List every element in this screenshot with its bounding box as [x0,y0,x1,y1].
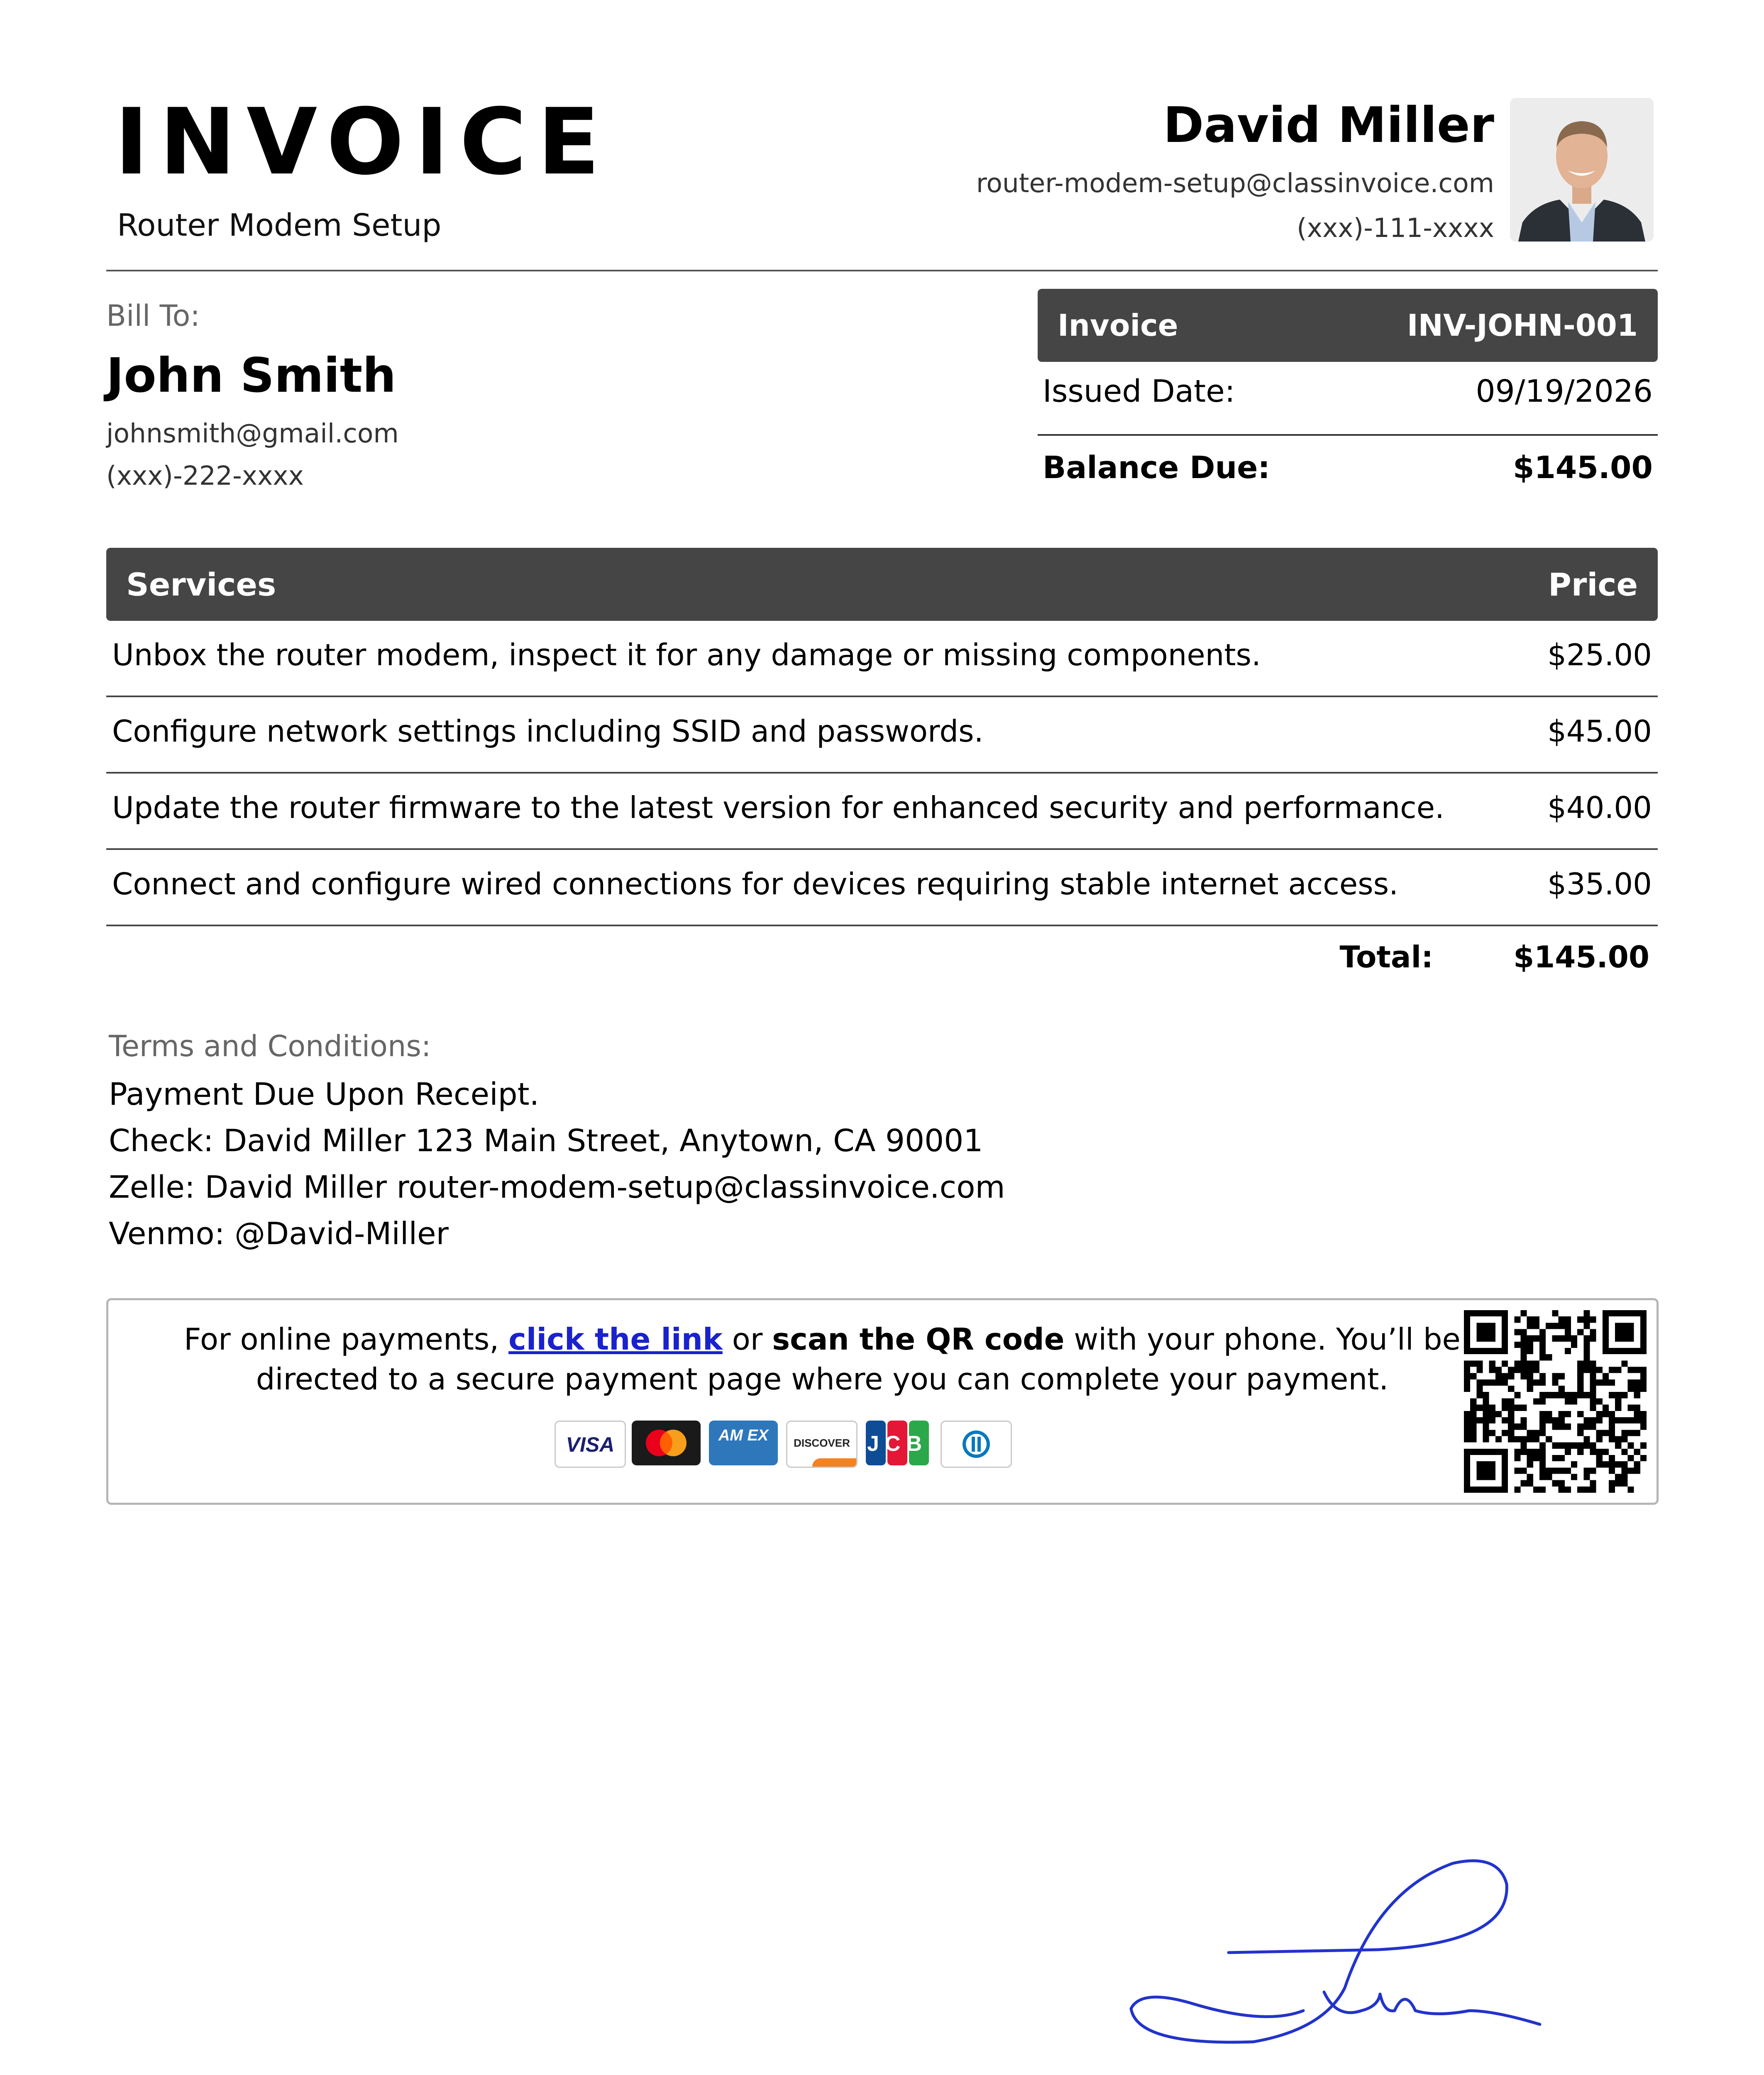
terms-line: Zelle: David Miller router-modem-setup@classinvoice.com [109,1169,1005,1205]
mastercard-card-icon [632,1421,701,1465]
balance-due-value: $145.00 [1512,450,1653,486]
invoice-label: Invoice [1058,308,1178,343]
sender-photo [1510,98,1654,242]
terms-line: Venmo: @David-Miller [109,1216,449,1252]
payment-instructions [121,1319,1524,1399]
table-row [106,850,1658,926]
invoice-subtitle: Router Modem Setup [117,208,442,243]
service-description: Configure network settings including SSID and passwords. [112,714,984,749]
discover-stripe [812,1458,856,1467]
meta-divider [1038,434,1658,436]
sender-email[interactable]: router-modem-setup@classinvoice.com [976,168,1494,198]
sender-phone: (xxx)-111-xxxx [1297,213,1494,243]
service-description: Connect and configure wired connections for devices requiring stable internet access. [112,867,1399,901]
issued-date-value: 09/19/2026 [1476,374,1653,409]
signature-image [1129,1851,1565,2050]
invoice-number: INV-JOHN-001 [1407,308,1638,343]
amex-card-icon [709,1421,778,1465]
online-payment-box [106,1298,1659,1505]
sender-name: David Miller [1163,96,1494,154]
service-price: $25.00 [1547,637,1652,672]
payment-text: For online payments, [184,1322,509,1357]
payment-text: with your phone. You’ll be directed to a secure payment page where you can complete your payment. [256,1322,1461,1396]
header-divider [106,270,1658,271]
service-price: $40.00 [1547,790,1652,825]
invoice-number-bar [1038,289,1658,362]
balance-due-label: Balance Due: [1043,450,1270,486]
client-name: John Smith [106,348,396,403]
service-price: $45.00 [1547,714,1652,749]
discover-card-icon [786,1421,858,1468]
payment-text: or [722,1322,772,1357]
service-price: $35.00 [1547,867,1652,901]
issued-date-label: Issued Date: [1043,374,1235,409]
services-column-header: Services [126,566,276,603]
total-value: $145.00 [1513,940,1649,974]
payment-qr-code[interactable] [1464,1310,1647,1493]
total-label: Total: [1339,940,1433,974]
diners-club-card-icon [941,1421,1012,1468]
price-column-header: Price [1548,566,1638,603]
payment-qr-hint: scan the QR code [772,1322,1065,1357]
services-table-header [106,548,1658,621]
visa-label: VISA [566,1433,615,1456]
terms-line: Payment Due Upon Receipt. [109,1077,540,1112]
visa-card-icon [555,1421,626,1468]
client-phone: (xxx)-222-xxxx [106,461,304,491]
discover-label: DISCOVER [794,1437,850,1449]
jcb-label: JCB [867,1432,928,1456]
terms-line: Check: David Miller 123 Main Street, Anytown, CA 90001 [109,1123,983,1159]
amex-label: AM EX [718,1427,769,1444]
payment-link[interactable]: click the link [508,1322,723,1357]
invoice-title: INVOICE [115,89,611,195]
table-row [106,774,1658,850]
bill-to-label: Bill To: [106,299,200,333]
service-description: Unbox the router modem, inspect it for any damage or missing components. [112,637,1261,672]
table-row [106,697,1658,774]
table-row [106,621,1658,697]
jcb-card-icon [863,1421,932,1465]
terms-label: Terms and Conditions: [109,1029,431,1063]
client-email[interactable]: johnsmith@gmail.com [106,418,399,449]
service-description: Update the router firmware to the latest version for enhanced security and performance. [112,790,1444,825]
